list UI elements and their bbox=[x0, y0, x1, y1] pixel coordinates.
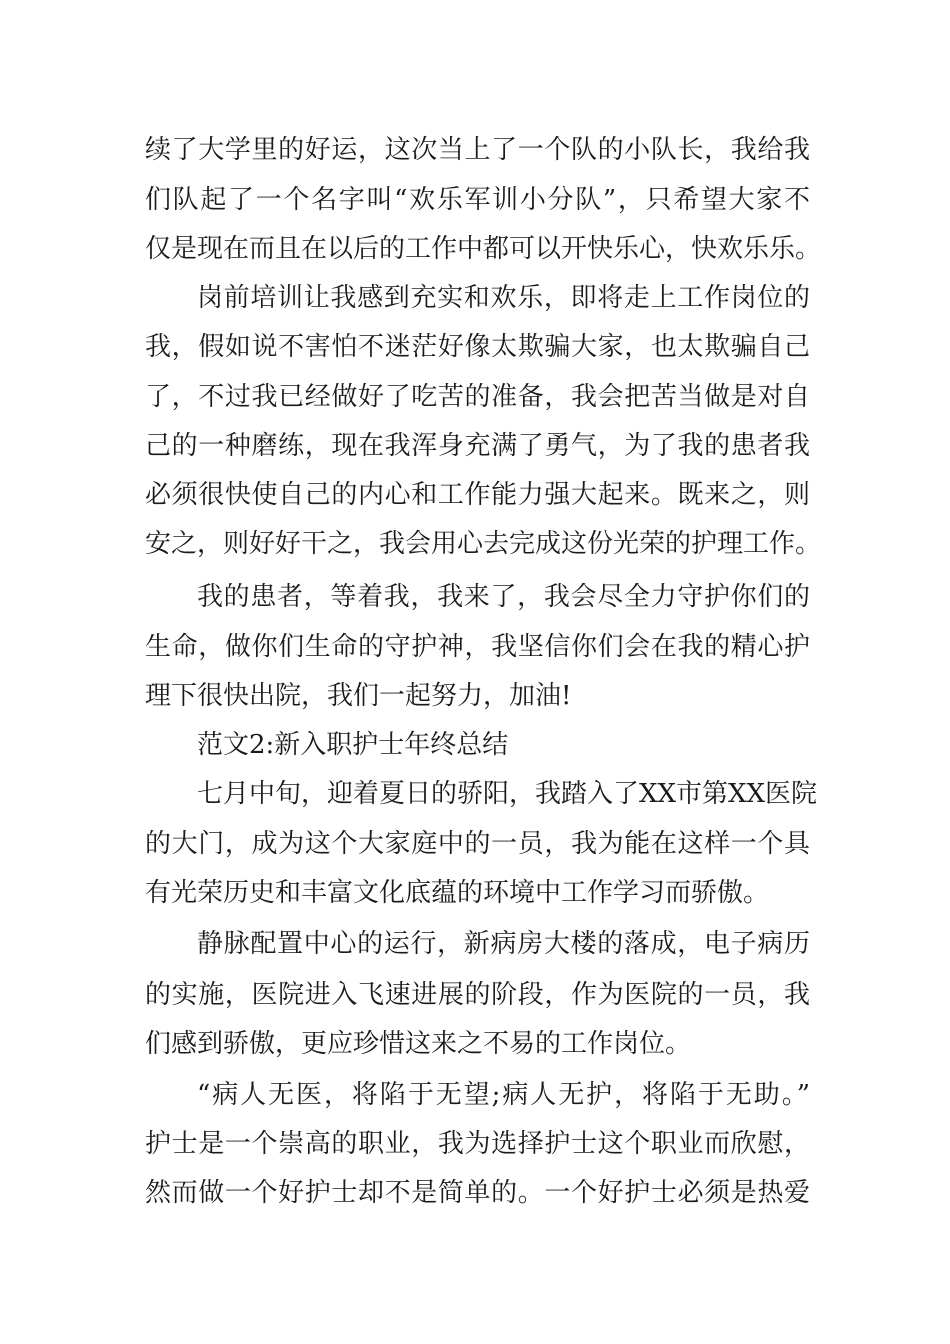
paragraph-first-line: 静脉配置中心的运行，新病房大楼的落成，电子病历 bbox=[197, 929, 810, 959]
text-line: 生命，做你们生命的守护神，我坚信你们会在我的精心护 bbox=[145, 632, 810, 662]
text-line: 护士是一个崇高的职业，我为选择护士这个职业而欣慰， bbox=[145, 1129, 810, 1159]
paragraph-first-line: 岗前培训让我感到充实和欢乐，即将走上工作岗位的 bbox=[197, 283, 810, 313]
paragraph-first-line: 七月中旬，迎着夏日的骄阳，我踏入了XX市第XX医院 bbox=[197, 779, 818, 809]
text-line: 安之，则好好干之，我会用心去完成这份光荣的护理工作。 bbox=[145, 529, 822, 559]
text-line: 续了大学里的好运，这次当上了一个队的小队长，我给我 bbox=[145, 135, 810, 165]
text-line: 然而做一个好护士却不是简单的。一个好护士必须是热爱 bbox=[145, 1178, 810, 1208]
text-line: 的大门，成为这个大家庭中的一员，我为能在这样一个具 bbox=[145, 829, 810, 859]
text-line: 了，不过我已经做好了吃苦的准备，我会把苦当做是对自 bbox=[145, 382, 810, 412]
paragraph-first-line: “病人无医，将陷于无望;病人无护，将陷于无助。” bbox=[197, 1080, 810, 1110]
section-heading: 范文2:新入职护士年终总结 bbox=[197, 730, 509, 760]
text-line: 们感到骄傲，更应珍惜这来之不易的工作岗位。 bbox=[145, 1029, 692, 1059]
text-line: 理下很快出院，我们一起努力，加油! bbox=[145, 681, 572, 711]
text-line: 仅是现在而且在以后的工作中都可以开快乐心，快欢乐乐。 bbox=[145, 234, 822, 264]
text-line: 们队起了一个名字叫“欢乐军训小分队”，只希望大家不 bbox=[145, 185, 810, 215]
text-line: 有光荣历史和丰富文化底蕴的环境中工作学习而骄傲。 bbox=[145, 878, 770, 908]
paragraph-first-line: 我的患者，等着我，我来了，我会尽全力守护你们的 bbox=[197, 582, 810, 612]
text-line: 的实施，医院进入飞速进展的阶段，作为医院的一员，我 bbox=[145, 980, 810, 1010]
text-line: 己的一种磨练，现在我浑身充满了勇气，为了我的患者我 bbox=[145, 431, 810, 461]
text-line: 我，假如说不害怕不迷茫好像太欺骗大家，也太欺骗自己 bbox=[145, 332, 810, 362]
text-line: 必须很快使自己的内心和工作能力强大起来。既来之，则 bbox=[145, 480, 810, 510]
